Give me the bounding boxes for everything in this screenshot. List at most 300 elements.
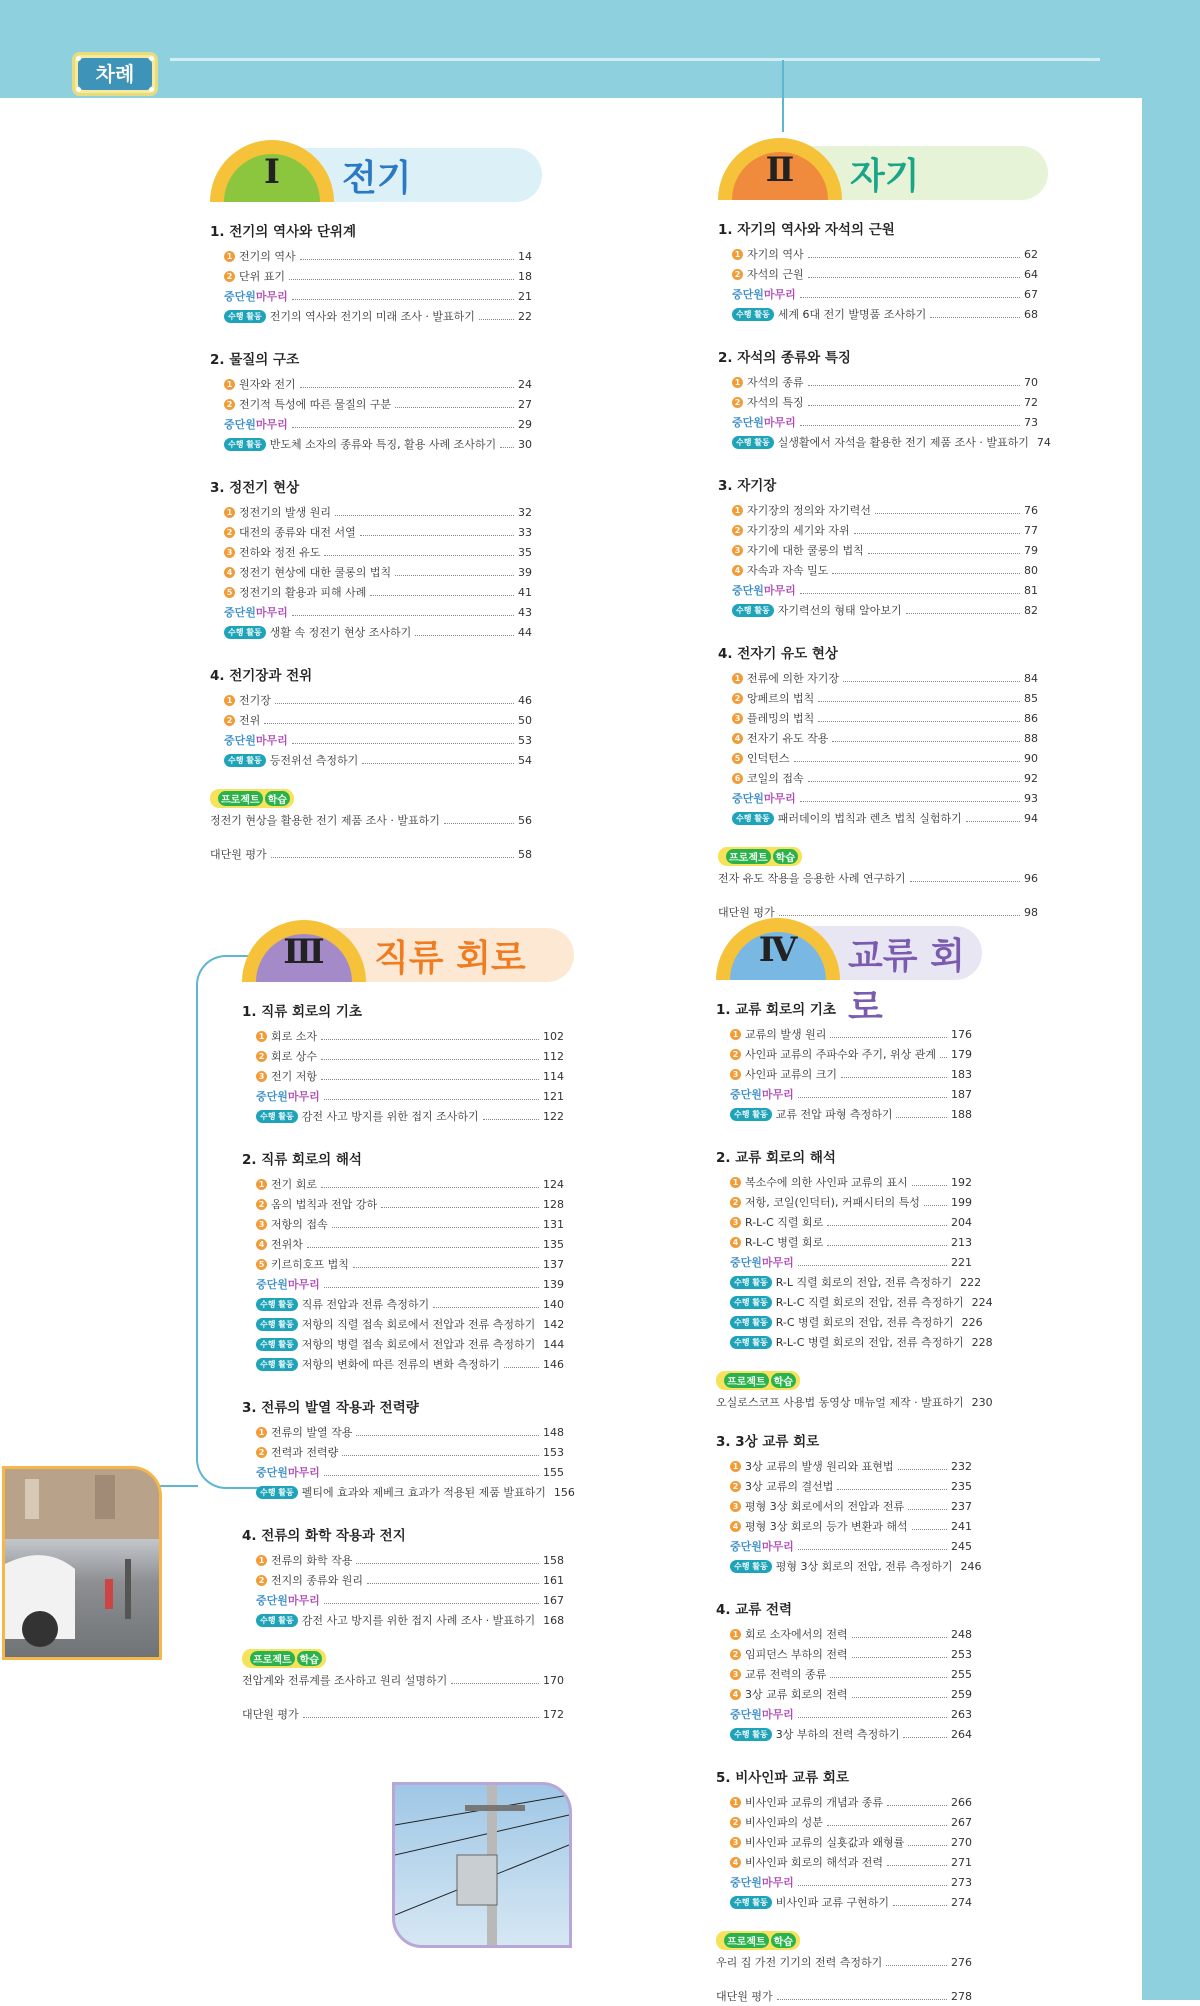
section-title: 4. 전류의 화학 작용과 전지 xyxy=(242,1528,406,1544)
midunit-review-label xyxy=(730,1086,794,1102)
toc-row[interactable] xyxy=(210,522,532,542)
toc-row[interactable] xyxy=(242,1442,564,1462)
toc-row[interactable] xyxy=(718,244,1038,264)
page-number: 43 xyxy=(518,605,532,619)
page-number: 255 xyxy=(951,1667,972,1681)
toc-label: 차례 xyxy=(78,58,152,90)
leader-dots xyxy=(837,1489,947,1490)
item-label: 자기장의 세기와 자위 xyxy=(747,524,850,537)
toc-row[interactable] xyxy=(716,1684,972,1704)
project-row[interactable] xyxy=(716,1392,993,1412)
toc-row[interactable] xyxy=(716,1332,993,1352)
toc-row[interactable] xyxy=(716,1252,972,1272)
leader-dots xyxy=(777,1999,947,2000)
leader-dots xyxy=(808,405,1020,406)
toc-row[interactable] xyxy=(210,730,532,750)
project-label: 정전기 현상을 활용한 전기 제품 조사 · 발표하기 xyxy=(210,814,440,827)
item-number-icon: 1 xyxy=(256,1555,267,1566)
toc-row[interactable] xyxy=(718,788,1038,808)
toc-row[interactable] xyxy=(716,1312,983,1332)
item-label: 임피던스 부하의 전력 xyxy=(745,1648,848,1661)
leader-dots xyxy=(415,635,514,636)
item-number-icon: 5 xyxy=(256,1259,267,1270)
toc-row[interactable] xyxy=(210,266,532,286)
toc-row[interactable] xyxy=(716,1104,972,1124)
activity-badge: 수행 활동 xyxy=(732,308,774,321)
item-label: 평형 3상 회로의 전압, 전류 측정하기 xyxy=(775,1560,953,1573)
toc-row[interactable] xyxy=(242,1026,564,1046)
item-label: 자기력선의 형태 알아보기 xyxy=(777,604,902,617)
item-label: 사인파 교류의 크기 xyxy=(745,1068,838,1081)
midunit-label-b: 마무리 xyxy=(255,734,288,747)
page-number: 46 xyxy=(518,693,532,707)
leader-dots xyxy=(832,573,1020,574)
midunit-label-a: 중단원 xyxy=(224,734,256,747)
toc-row[interactable] xyxy=(242,1274,564,1294)
item-number-icon: 3 xyxy=(732,713,743,724)
page-number: 92 xyxy=(1024,771,1038,785)
toc-row[interactable] xyxy=(718,412,1038,432)
toc-row[interactable] xyxy=(716,1476,972,1496)
page-number: 50 xyxy=(518,713,532,727)
page-number: 276 xyxy=(951,1955,972,1969)
activity-badge: 수행 활동 xyxy=(224,438,266,451)
toc-row[interactable] xyxy=(716,1064,972,1084)
page-number: 270 xyxy=(951,1835,972,1849)
section-title: 2. 자석의 종류와 특징 xyxy=(718,350,851,366)
page-number: 22 xyxy=(518,309,532,323)
page-number: 204 xyxy=(951,1215,972,1229)
page-number: 144 xyxy=(543,1337,565,1351)
toc-row[interactable] xyxy=(718,808,1038,828)
leader-dots xyxy=(356,1435,539,1436)
item-label: 원자와 전기 xyxy=(239,378,296,391)
leader-dots xyxy=(500,447,514,448)
page-number: 142 xyxy=(543,1317,565,1331)
toc-row[interactable] xyxy=(716,1212,972,1232)
toc-row[interactable] xyxy=(716,1272,982,1292)
page-number: 140 xyxy=(543,1297,564,1311)
toc-row[interactable] xyxy=(242,1066,564,1086)
activity-badge: 수행 활동 xyxy=(256,1110,298,1123)
toc-row[interactable] xyxy=(242,1550,564,1570)
toc-row[interactable] xyxy=(242,1334,564,1354)
project-row[interactable] xyxy=(718,868,1038,888)
toc-row[interactable] xyxy=(242,1590,564,1610)
toc-row[interactable] xyxy=(716,1172,972,1192)
unit-roman-numeral: Ⅰ xyxy=(264,152,280,192)
leader-dots xyxy=(433,1307,539,1308)
page-number: 187 xyxy=(951,1087,972,1101)
toc-row[interactable] xyxy=(716,1664,972,1684)
activity-badge: 수행 활동 xyxy=(256,1298,298,1311)
activity-badge: 수행 활동 xyxy=(730,1296,772,1309)
toc-row[interactable] xyxy=(716,1496,972,1516)
midunit-review-label xyxy=(732,414,796,430)
toc-row[interactable] xyxy=(210,562,532,582)
project-badge-row xyxy=(716,1930,972,1946)
page-number: 33 xyxy=(518,525,532,539)
leader-dots xyxy=(362,763,514,764)
activity-badge: 수행 활동 xyxy=(730,1108,772,1121)
item-label: 3상 부하의 전력 측정하기 xyxy=(775,1728,900,1741)
midunit-review-label xyxy=(732,790,796,806)
toc-row[interactable] xyxy=(716,1292,993,1312)
midunit-review-label xyxy=(256,1276,320,1292)
page-number: 170 xyxy=(543,1673,564,1687)
item-number-icon: 1 xyxy=(224,507,235,518)
leader-dots xyxy=(912,1185,947,1186)
section-title: 3. 정전기 현상 xyxy=(210,480,300,496)
item-label: 전자기 유도 작용 xyxy=(747,732,829,745)
midunit-review-label xyxy=(256,1464,320,1480)
toc-row[interactable] xyxy=(716,1852,972,1872)
page-number: 82 xyxy=(1024,603,1038,617)
toc-row[interactable] xyxy=(716,1536,972,1556)
project-badge-learn: 학습 xyxy=(297,1651,322,1666)
unit-title: 교류 회로 xyxy=(848,936,965,1028)
item-number-icon: 4 xyxy=(730,1689,741,1700)
leader-dots xyxy=(818,701,1020,702)
item-number-icon: 6 xyxy=(732,773,743,784)
project-badge-text: 프로젝트 xyxy=(218,791,263,806)
item-number-icon: 2 xyxy=(730,1481,741,1492)
item-label: R-C 병렬 회로의 전압, 전류 측정하기 xyxy=(775,1316,954,1329)
item-label: 비사인파 교류의 실횻값과 왜형률 xyxy=(745,1836,905,1849)
page-number: 192 xyxy=(951,1175,972,1189)
leader-dots xyxy=(444,823,514,824)
leader-dots xyxy=(818,721,1020,722)
toc-row[interactable] xyxy=(718,540,1038,560)
toc-row[interactable] xyxy=(716,1516,972,1536)
toc-row[interactable] xyxy=(716,1812,972,1832)
page-number: 179 xyxy=(951,1047,972,1061)
midunit-label-a: 중단원 xyxy=(224,606,256,619)
toc-row[interactable] xyxy=(242,1086,564,1106)
toc-row[interactable] xyxy=(242,1610,564,1630)
page-number: 213 xyxy=(951,1235,972,1249)
item-label: 평형 3상 회로의 등가 변환과 해석 xyxy=(745,1520,908,1533)
item-label: 자석의 특징 xyxy=(747,396,804,409)
toc-row[interactable] xyxy=(716,1872,972,1892)
toc-row[interactable] xyxy=(718,432,1051,452)
toc-row[interactable] xyxy=(210,710,532,730)
item-number-icon: 2 xyxy=(732,269,743,280)
toc-row[interactable] xyxy=(210,582,532,602)
page-number: 221 xyxy=(951,1255,972,1269)
page-number: 44 xyxy=(518,625,532,639)
toc-row[interactable] xyxy=(242,1214,564,1234)
item-label: 비사인파 교류 구현하기 xyxy=(775,1896,889,1909)
toc-row[interactable] xyxy=(210,306,532,326)
toc-row[interactable] xyxy=(210,374,532,394)
page-number: 73 xyxy=(1024,415,1038,429)
toc-row[interactable] xyxy=(718,560,1038,580)
item-number-icon: 1 xyxy=(730,1461,741,1472)
midunit-label-b: 마무리 xyxy=(287,1466,320,1479)
item-label: 실생활에서 자석을 활용한 전기 제품 조사 · 발표하기 xyxy=(777,436,1029,449)
item-label: 비사인파 교류의 개념과 종류 xyxy=(745,1796,884,1809)
leader-dots xyxy=(324,1099,539,1100)
item-number-icon: 1 xyxy=(732,377,743,388)
page-number: 230 xyxy=(971,1395,993,1409)
toc-row[interactable] xyxy=(210,414,532,434)
project-label: 오실로스코프 사용법 동영상 매뉴얼 제작 · 발표하기 xyxy=(716,1396,964,1409)
item-label: 비사인파 회로의 해석과 전력 xyxy=(745,1856,884,1869)
item-label: 감전 사고 방지를 위한 접지 사례 조사 · 발표하기 xyxy=(301,1614,536,1627)
toc-row[interactable] xyxy=(716,1456,972,1476)
page-number: 67 xyxy=(1024,287,1038,301)
activity-badge: 수행 활동 xyxy=(732,436,774,449)
midunit-label-b: 마무리 xyxy=(763,584,796,597)
midunit-label-a: 중단원 xyxy=(730,1708,762,1721)
item-label: 생활 속 정전기 현상 조사하기 xyxy=(269,626,412,639)
toc-row[interactable] xyxy=(716,1792,972,1812)
project-badge-row xyxy=(716,1370,972,1386)
unit-header xyxy=(242,920,564,982)
toc-row[interactable] xyxy=(716,1044,972,1064)
section-title: 4. 교류 전력 xyxy=(716,1602,793,1618)
item-label: 세계 6대 전기 발명품 조사하기 xyxy=(777,308,927,321)
toc-row[interactable] xyxy=(716,1832,972,1852)
activity-badge: 수행 활동 xyxy=(224,754,266,767)
toc-row[interactable] xyxy=(718,688,1038,708)
toc-row[interactable] xyxy=(242,1422,564,1442)
midunit-review-label xyxy=(256,1592,320,1608)
toc-row[interactable] xyxy=(242,1234,564,1254)
toc-row[interactable] xyxy=(210,246,532,266)
toc-row[interactable] xyxy=(718,768,1038,788)
item-label: R-L-C 병렬 회로의 전압, 전류 측정하기 xyxy=(775,1336,964,1349)
page-number: 39 xyxy=(518,565,532,579)
item-number-icon: 1 xyxy=(730,1177,741,1188)
toc-row[interactable] xyxy=(210,542,532,562)
toc-row[interactable] xyxy=(716,1724,972,1744)
leader-dots xyxy=(321,1187,539,1188)
toc-row[interactable] xyxy=(210,502,532,522)
leader-dots xyxy=(451,1683,539,1684)
midunit-label-b: 마무리 xyxy=(761,1876,794,1889)
toc-row[interactable] xyxy=(718,600,1038,620)
page-number: 267 xyxy=(951,1815,972,1829)
toc-row[interactable] xyxy=(718,668,1038,688)
page-number: 84 xyxy=(1024,671,1038,685)
toc-row[interactable] xyxy=(718,392,1038,412)
toc-row[interactable] xyxy=(718,728,1038,748)
toc-row[interactable] xyxy=(242,1046,564,1066)
toc-row[interactable] xyxy=(210,394,532,414)
leader-dots xyxy=(808,277,1020,278)
toc-row[interactable] xyxy=(242,1482,575,1502)
item-number-icon: 4 xyxy=(256,1239,267,1250)
item-label: 인덕턴스 xyxy=(747,752,790,765)
item-number-icon: 1 xyxy=(732,249,743,260)
item-label: 자석의 근원 xyxy=(747,268,804,281)
midunit-label-b: 마무리 xyxy=(763,792,796,805)
leader-dots xyxy=(300,387,514,388)
page-number: 85 xyxy=(1024,691,1038,705)
leader-dots xyxy=(395,407,514,408)
item-label: 3상 교류 회로의 전력 xyxy=(745,1688,848,1701)
toc-row[interactable] xyxy=(210,602,532,622)
item-number-icon: 3 xyxy=(256,1071,267,1082)
toc-row[interactable] xyxy=(716,1644,972,1664)
toc-row[interactable] xyxy=(210,690,532,710)
midunit-review-label xyxy=(224,416,288,432)
midunit-label-a: 중단원 xyxy=(256,1278,288,1291)
toc-row[interactable] xyxy=(242,1462,564,1482)
final-assessment-row[interactable] xyxy=(210,844,532,864)
final-assessment-row[interactable] xyxy=(242,1704,564,1724)
midunit-review-label xyxy=(730,1538,794,1554)
project-row[interactable] xyxy=(210,810,532,830)
project-label: 우리 집 가전 기기의 전력 측정하기 xyxy=(716,1956,883,1969)
toc-row[interactable] xyxy=(718,748,1038,768)
toc-row[interactable] xyxy=(718,284,1038,304)
leader-dots xyxy=(854,533,1020,534)
activity-badge: 수행 활동 xyxy=(732,812,774,825)
item-number-icon: 2 xyxy=(256,1447,267,1458)
midunit-label-b: 마무리 xyxy=(287,1594,320,1607)
badge-rivet-icon xyxy=(76,87,81,92)
toc-row[interactable] xyxy=(716,1624,972,1644)
toc-row[interactable] xyxy=(716,1556,982,1576)
toc-row[interactable] xyxy=(718,708,1038,728)
project-row[interactable] xyxy=(716,1952,972,1972)
midunit-label-a: 중단원 xyxy=(224,418,256,431)
activity-badge: 수행 활동 xyxy=(256,1318,298,1331)
item-number-icon: 3 xyxy=(730,1217,741,1228)
project-label: 전자 유도 작용을 응용한 사례 연구하기 xyxy=(718,872,906,885)
leader-dots xyxy=(324,1475,539,1476)
item-number-icon: 1 xyxy=(224,379,235,390)
leader-dots xyxy=(800,297,1020,298)
toc-row[interactable] xyxy=(716,1704,972,1724)
item-label: 저항의 변화에 따른 전류의 변화 측정하기 xyxy=(301,1358,500,1371)
page-number: 259 xyxy=(951,1687,972,1701)
toc-row[interactable] xyxy=(718,500,1038,520)
toc-row[interactable] xyxy=(210,286,532,306)
toc-row[interactable] xyxy=(716,1192,972,1212)
item-label: 패러데이의 법칙과 렌츠 법칙 실험하기 xyxy=(777,812,962,825)
page-number: 241 xyxy=(951,1519,972,1533)
page-number: 54 xyxy=(518,753,532,767)
activity-badge: 수행 활동 xyxy=(730,1728,772,1741)
toc-row[interactable] xyxy=(718,304,1038,324)
toc-row[interactable] xyxy=(242,1314,564,1334)
midunit-label-b: 마무리 xyxy=(255,290,288,303)
midunit-review-label xyxy=(730,1254,794,1270)
midunit-label-a: 중단원 xyxy=(732,584,764,597)
toc-row[interactable] xyxy=(242,1194,564,1214)
item-label: 전기 회로 xyxy=(271,1178,318,1191)
item-number-icon: 3 xyxy=(224,547,235,558)
activity-badge: 수행 활동 xyxy=(224,626,266,639)
item-number-icon: 2 xyxy=(224,527,235,538)
page-number: 248 xyxy=(951,1627,972,1641)
section-title: 1. 전기의 역사와 단위계 xyxy=(210,224,356,240)
item-number-icon: 4 xyxy=(732,733,743,744)
item-label: 전류의 발열 작용 xyxy=(271,1426,353,1439)
item-label: 복소수에 의한 사인파 교류의 표시 xyxy=(745,1176,908,1189)
unit-title: 직류 회로 xyxy=(374,938,526,979)
toc-row[interactable] xyxy=(210,434,532,454)
toc-row[interactable] xyxy=(242,1254,564,1274)
page-number: 70 xyxy=(1024,375,1038,389)
toc-row[interactable] xyxy=(242,1354,564,1374)
car-icon xyxy=(5,1469,159,1657)
midunit-label-b: 마무리 xyxy=(763,288,796,301)
page-number: 222 xyxy=(960,1275,982,1289)
final-label: 대단원 평가 xyxy=(718,906,775,919)
leader-dots xyxy=(841,1077,947,1078)
leader-dots xyxy=(321,1039,539,1040)
final-label: 대단원 평가 xyxy=(242,1708,299,1721)
item-label: 코일의 접속 xyxy=(747,772,804,785)
midunit-label-a: 중단원 xyxy=(732,288,764,301)
leader-dots xyxy=(264,723,514,724)
item-label: 정전기의 발생 원리 xyxy=(239,506,332,519)
page-number: 253 xyxy=(951,1647,972,1661)
toc-row[interactable] xyxy=(716,1232,972,1252)
page-number: 72 xyxy=(1024,395,1038,409)
item-number-icon: 2 xyxy=(732,693,743,704)
leader-dots xyxy=(324,1287,539,1288)
page-number: 58 xyxy=(518,847,532,861)
page-number: 167 xyxy=(543,1593,564,1607)
leader-dots xyxy=(479,319,514,320)
toc-row[interactable] xyxy=(242,1174,564,1194)
toc-row[interactable] xyxy=(718,372,1038,392)
leader-dots xyxy=(830,1677,947,1678)
unit-header xyxy=(210,140,532,202)
item-number-icon: 3 xyxy=(256,1219,267,1230)
leader-dots xyxy=(798,1549,947,1550)
activity-badge: 수행 활동 xyxy=(256,1338,298,1351)
item-number-icon: 2 xyxy=(732,525,743,536)
item-label: R-L 직렬 회로의 전압, 전류 측정하기 xyxy=(775,1276,953,1289)
toc-row[interactable] xyxy=(716,1084,972,1104)
leader-dots xyxy=(940,1057,947,1058)
item-number-icon: 2 xyxy=(730,1817,741,1828)
midunit-label-b: 마무리 xyxy=(761,1256,794,1269)
toc-row[interactable] xyxy=(242,1294,564,1314)
page-number: 14 xyxy=(518,249,532,263)
item-label: 전지의 종류와 원리 xyxy=(271,1574,364,1587)
project-row[interactable] xyxy=(242,1670,564,1690)
toc-row[interactable] xyxy=(718,580,1038,600)
toc-row[interactable] xyxy=(716,1892,972,1912)
page-number: 86 xyxy=(1024,711,1038,725)
section-title: 3. 자기장 xyxy=(718,478,777,494)
project-badge xyxy=(718,847,802,866)
toc-row[interactable] xyxy=(242,1106,564,1126)
toc-row[interactable] xyxy=(718,520,1038,540)
toc-row[interactable] xyxy=(210,750,532,770)
final-assessment-row[interactable] xyxy=(716,1986,972,2006)
item-number-icon: 1 xyxy=(224,251,235,262)
leader-dots xyxy=(307,1247,539,1248)
midunit-review-label xyxy=(224,288,288,304)
activity-badge: 수행 활동 xyxy=(730,1560,772,1573)
page-number: 96 xyxy=(1024,871,1038,885)
toc-row[interactable] xyxy=(210,622,532,642)
leader-dots xyxy=(324,555,514,556)
midunit-label-b: 마무리 xyxy=(761,1540,794,1553)
toc-row[interactable] xyxy=(242,1570,564,1590)
toc-row[interactable] xyxy=(716,1024,972,1044)
toc-row[interactable] xyxy=(718,264,1038,284)
